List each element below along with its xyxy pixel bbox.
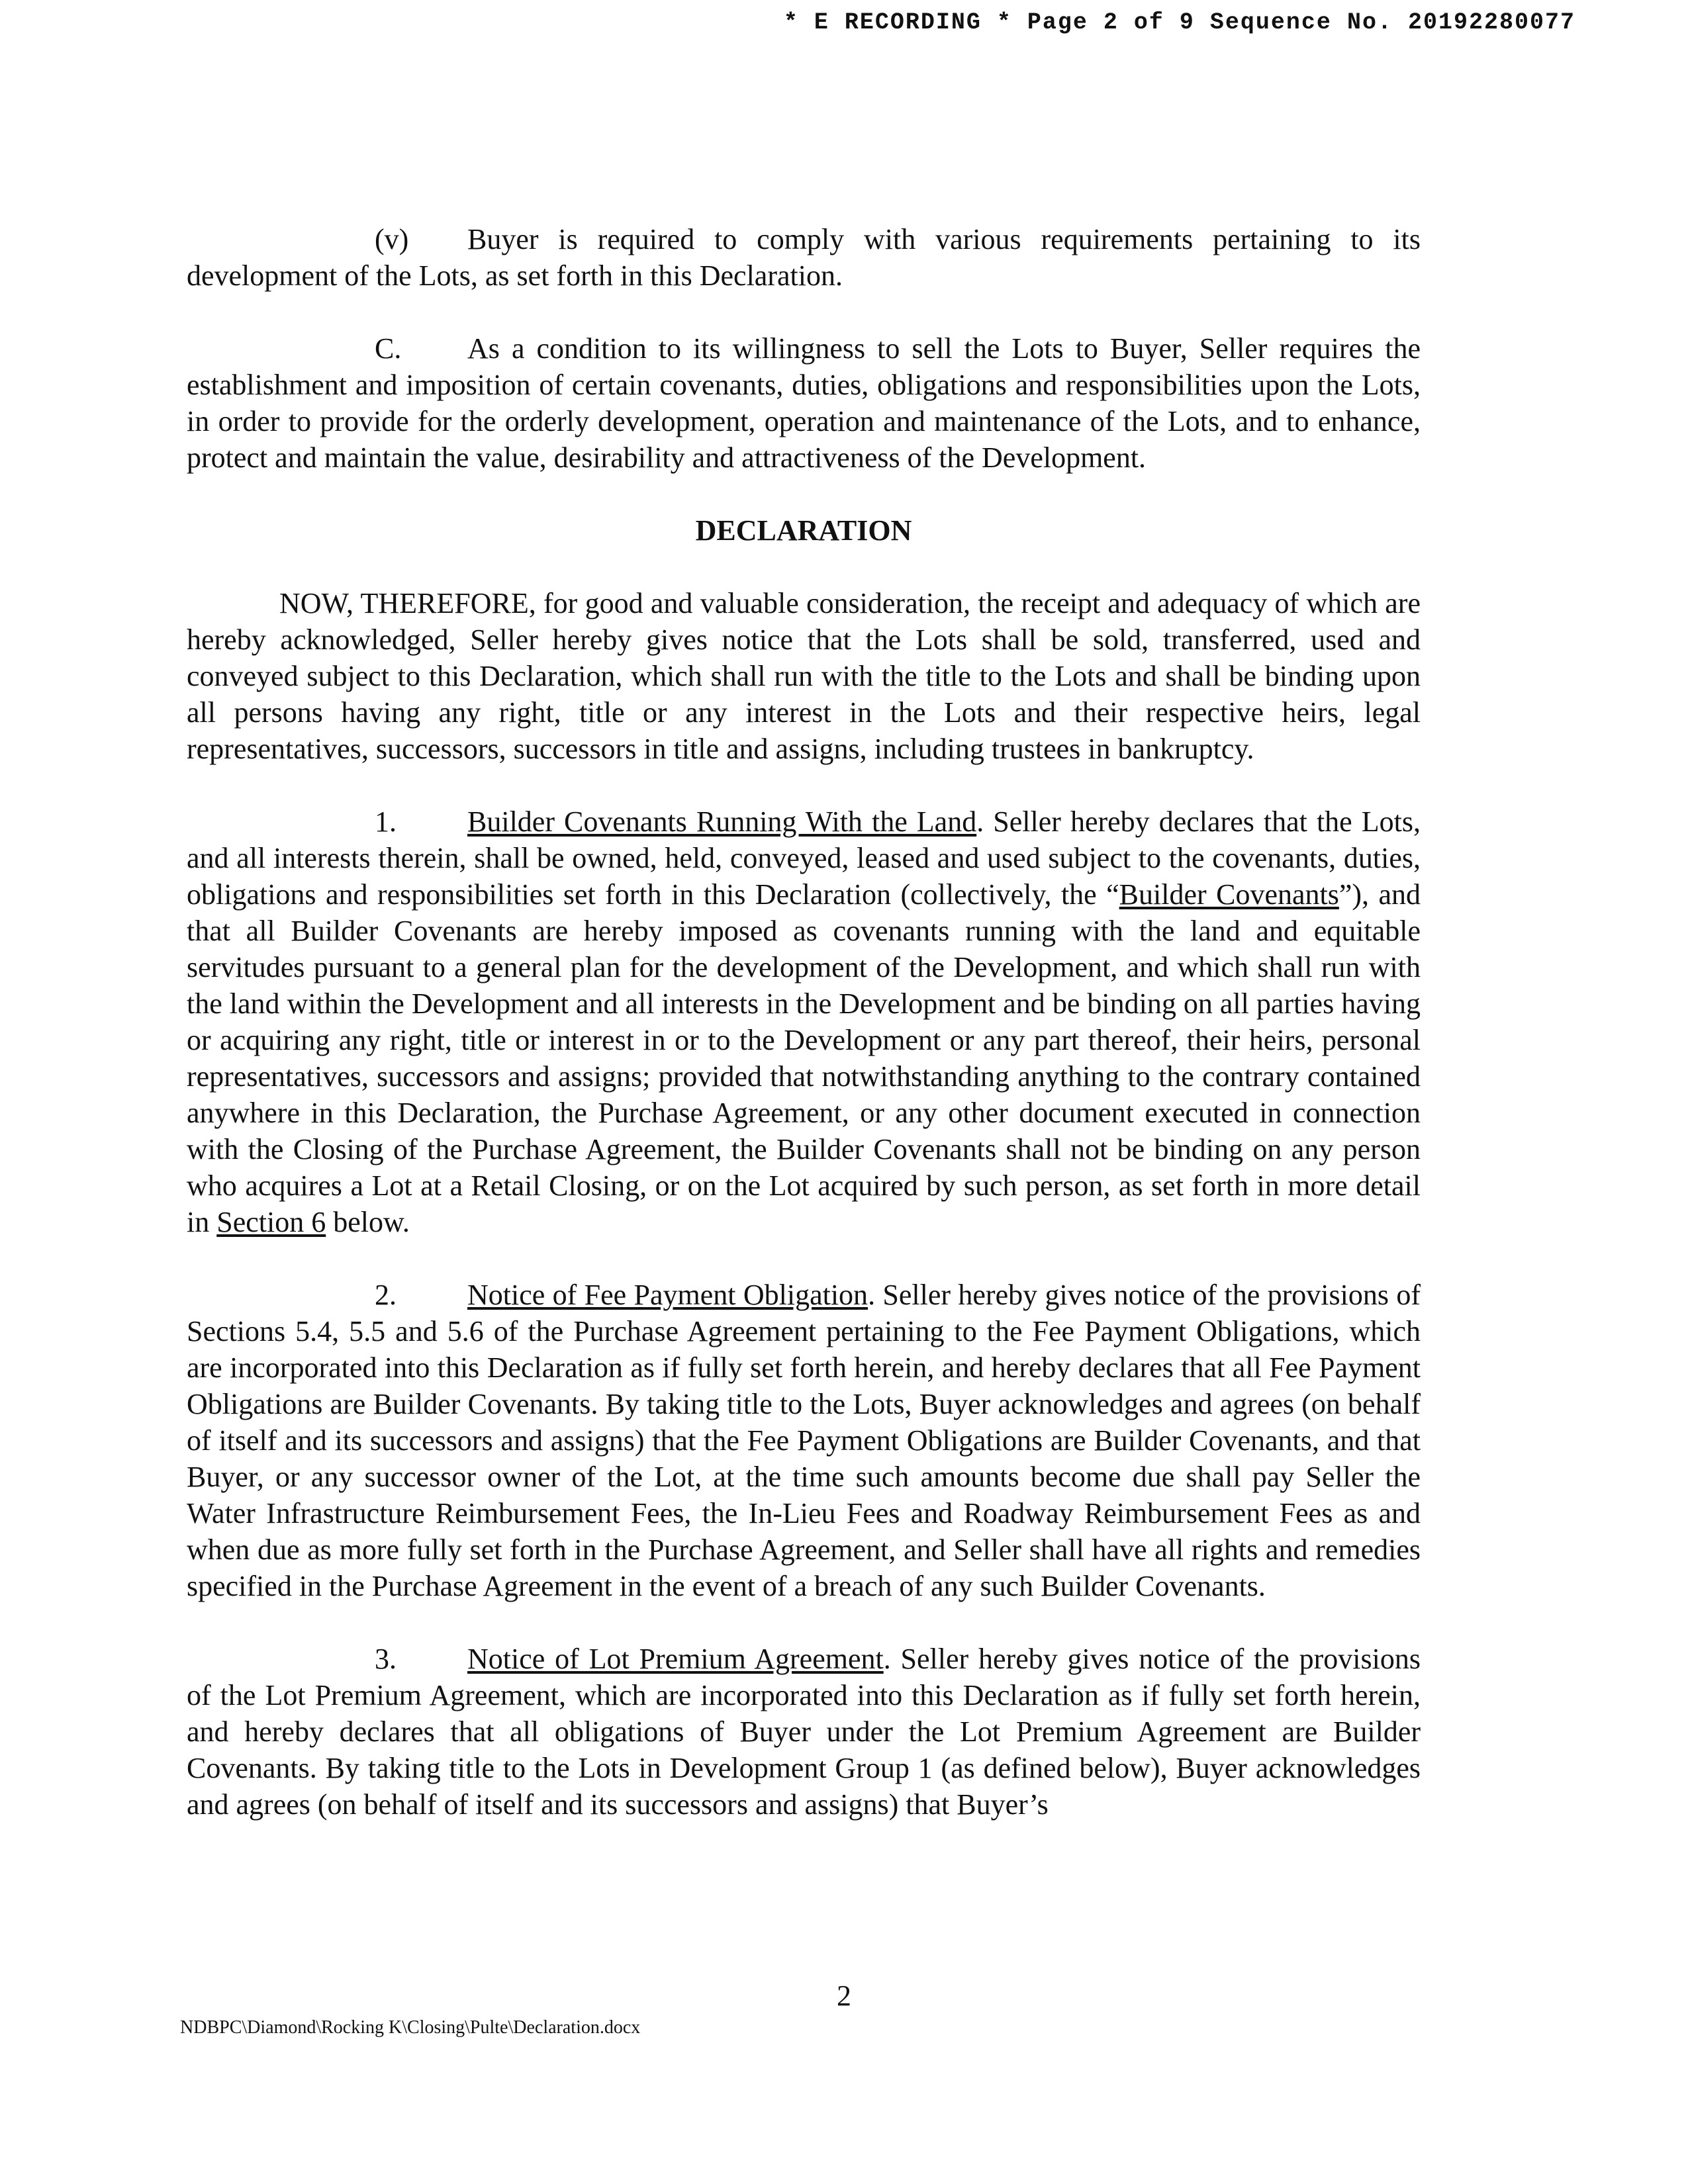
file-path: NDBPC\Diamond\Rocking K\Closing\Pulte\Declaration.docx	[180, 2017, 641, 2038]
document-body	[187, 221, 1421, 1859]
section-1-label: 1.	[375, 805, 397, 838]
paragraph-v-label: (v)	[375, 223, 409, 255]
section-1-text-a: . Seller hereby declares that the Lots, and all interests therein, shall be owned, held, conveyed, leased and used subject to the covenants, duties, obligations and responsibilities set forth in this Declaration (collectively, the “	[187, 805, 1421, 911]
section-2	[187, 1277, 1421, 1604]
paragraph-c-label: C.	[375, 332, 402, 365]
paragraph-v	[187, 221, 1421, 294]
section-1-text-b: ”), and that all Builder Covenants are hereby imposed as covenants running with the land and equitable servitudes pursuant to a general plan for the development of the Development, and which shall run with the land within the Development and all interests in the Development and be binding on all parties having or acquiring any right, title or interest in or to the Development or any part thereof, their heirs, personal representatives, successors and assigns; provided that notwithstanding anything to the contrary contained anywhere in this Declaration, the Purchase Agreement, or any other document executed in connection with the Closing of the Purchase Agreement, the Builder Covenants shall not be binding on any person who acquires a Lot at a Retail Closing, or on the Lot acquired by such person, as set forth in more detail in	[187, 878, 1421, 1238]
section-3-label: 3.	[375, 1643, 397, 1675]
recording-stamp: * E RECORDING * Page 2 of 9 Sequence No. 20192280077	[783, 9, 1575, 36]
paragraph-c-text: As a condition to its willingness to sell the Lots to Buyer, Seller requires the establishment and imposition of certain covenants, duties, obligations and responsibilities upon the Lots, in order to provide for the orderly development, operation and maintenance of the Lots, and to enhance, protect and maintain the value, desirability and attractiveness of the Development.	[187, 332, 1421, 474]
paragraph-c	[187, 330, 1421, 476]
section-1-text-c: below.	[326, 1206, 410, 1238]
builder-covenants-term: Builder Covenants	[1119, 878, 1339, 911]
now-therefore-text: NOW, THEREFORE, for good and valuable consideration, the receipt and adequacy of which are hereby acknowledged, Seller hereby gives notice that the Lots shall be sold, transferred, used and conveyed subject to this Declaration, which shall run with the title to the Lots and shall be binding upon all persons having any right, title or any interest in the Lots and their respective heirs, legal representatives, successors, successors in title and assigns, including trustees in bankruptcy.	[187, 587, 1421, 765]
page-number: 2	[837, 1979, 851, 2012]
section-2-title: Notice of Fee Payment Obligation	[467, 1279, 868, 1311]
section-2-text: . Seller hereby gives notice of the provisions of Sections 5.4, 5.5 and 5.6 of the Purchase Agreement pertaining to the Fee Payment Obligations, which are incorporated into this Declaration as if fully set forth herein, and hereby declares that all Fee Payment Obligations are Builder Covenants. By taking title to the Lots, Buyer acknowledges and agrees (on behalf of itself and its successors and assigns) that the Fee Payment Obligations are Builder Covenants, and that Buyer, or any successor owner of the Lot, at the time such amounts become due shall pay Seller the Water Infrastructure Reimbursement Fees, the In-Lieu Fees and Roadway Reimbursement Fees as and when due as more fully set forth in the Purchase Agreement, and Seller shall have all rights and remedies specified in the Purchase Agreement in the event of a breach of any such Builder Covenants.	[187, 1279, 1421, 1602]
section-3-text: . Seller hereby gives notice of the provisions of the Lot Premium Agreement, which are incorporated into this Declaration as if fully set forth herein, and hereby declares that all obligations of Buyer under the Lot Premium Agreement are Builder Covenants. By taking title to the Lots in Development Group 1 (as defined below), Buyer acknowledges and agrees (on behalf of itself and its successors and assigns) that Buyer’s	[187, 1643, 1421, 1821]
section-3-title: Notice of Lot Premium Agreement	[467, 1643, 884, 1675]
section-1	[187, 803, 1421, 1240]
section-6-reference: Section 6	[216, 1206, 326, 1238]
paragraph-v-text: Buyer is required to comply with various requirements pertaining to its development of the Lots, as set forth in this Declaration.	[187, 223, 1421, 292]
section-2-label: 2.	[375, 1279, 397, 1311]
section-1-title: Builder Covenants Running With the Land	[467, 805, 977, 838]
paragraph-now-therefore	[187, 585, 1421, 767]
declaration-heading: DECLARATION	[695, 514, 912, 547]
section-3	[187, 1641, 1421, 1823]
